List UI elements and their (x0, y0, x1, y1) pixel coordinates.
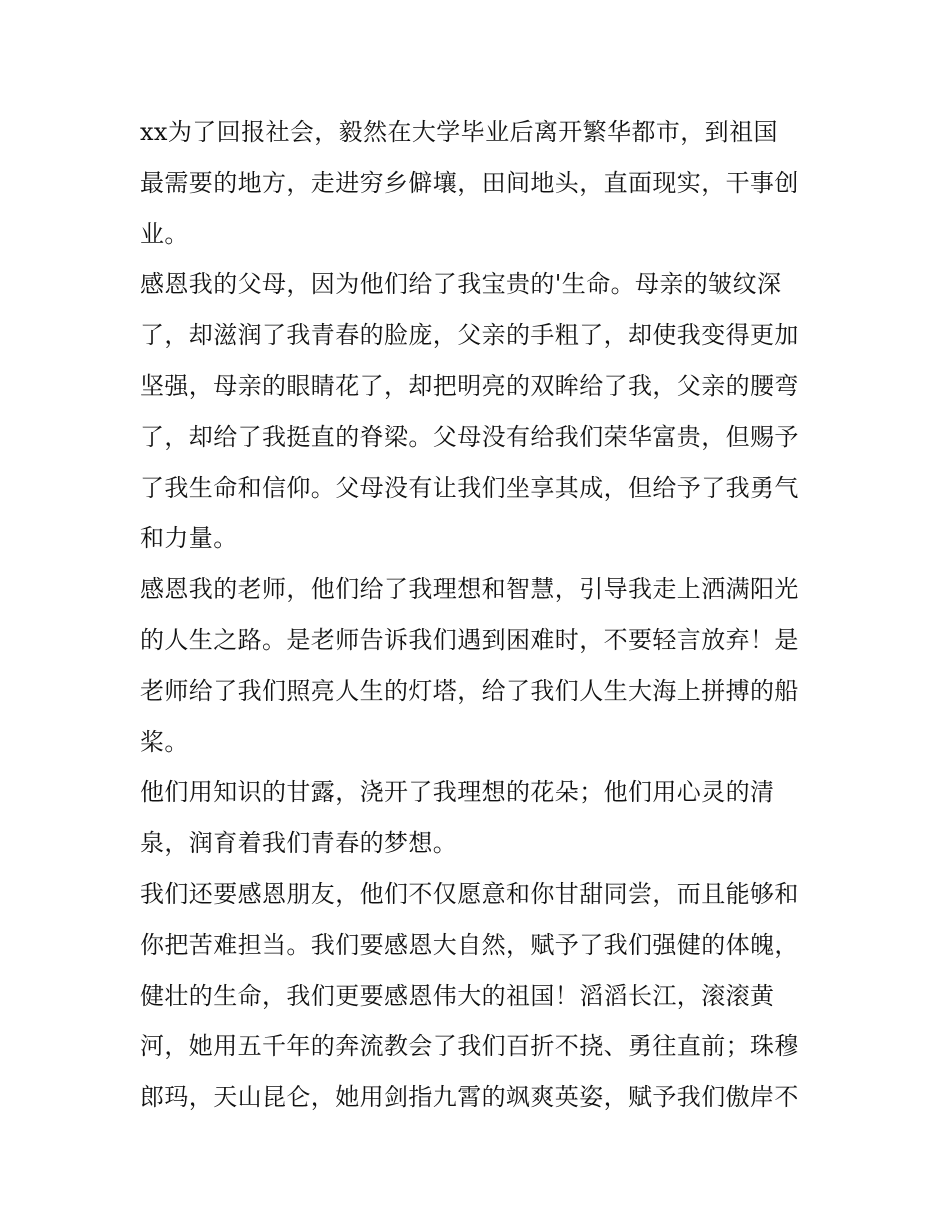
document-body (140, 107, 820, 1123)
text-line: 了，却给了我挺直的脊梁。父母没有给我们荣华富贵，但赐予 (140, 422, 799, 451)
text-line: 河，她用五千年的奔流教会了我们百折不挠、勇往直前；珠穆 (140, 1032, 799, 1061)
text-line: 健壮的生命，我们更要感恩伟大的祖国！滔滔长江，滚滚黄 (140, 981, 775, 1010)
text-line: 了我生命和信仰。父母没有让我们坐享其成，但给予了我勇气 (140, 473, 799, 502)
text-line: 感恩我的老师，他们给了我理想和智慧，引导我走上洒满阳光 (140, 575, 799, 604)
text-line: 你把苦难担当。我们要感恩大自然，赋予了我们强健的体魄， (140, 930, 799, 959)
text-line: 和力量。 (140, 524, 238, 553)
text-line: xx为了回报社会，毅然在大学毕业后离开繁华都市，到祖国 (140, 118, 778, 146)
text-line: 的人生之路。是老师告诉我们遇到困难时，不要轻言放弃！是 (140, 625, 799, 654)
text-line: 最需要的地方，走进穷乡僻壤，田间地头，直面现实，干事创 (140, 168, 799, 197)
text-line: 坚强，母亲的眼睛花了，却把明亮的双眸给了我，父亲的腰弯 (140, 371, 799, 400)
text-line: 泉，润育着我们青春的梦想。 (140, 829, 458, 858)
text-line: 业。 (140, 219, 189, 248)
text-line: 老师给了我们照亮人生的灯塔，给了我们人生大海上拼搏的船 (140, 676, 799, 705)
text-line: 了，却滋润了我青春的脸庞，父亲的手粗了，却使我变得更加 (140, 321, 799, 350)
text-line: 郎玛，天山昆仑，她用剑指九霄的飒爽英姿，赋予我们傲岸不 (140, 1083, 799, 1112)
text-line: 我们还要感恩朋友，他们不仅愿意和你甘甜同尝，而且能够和 (140, 879, 799, 908)
text-line: 感恩我的父母，因为他们给了我宝贵的'生命。母亲的皱纹深 (140, 270, 782, 299)
text-line: 桨。 (140, 727, 189, 756)
text-line: 他们用知识的甘露，浇开了我理想的花朵；他们用心灵的清 (140, 778, 775, 807)
